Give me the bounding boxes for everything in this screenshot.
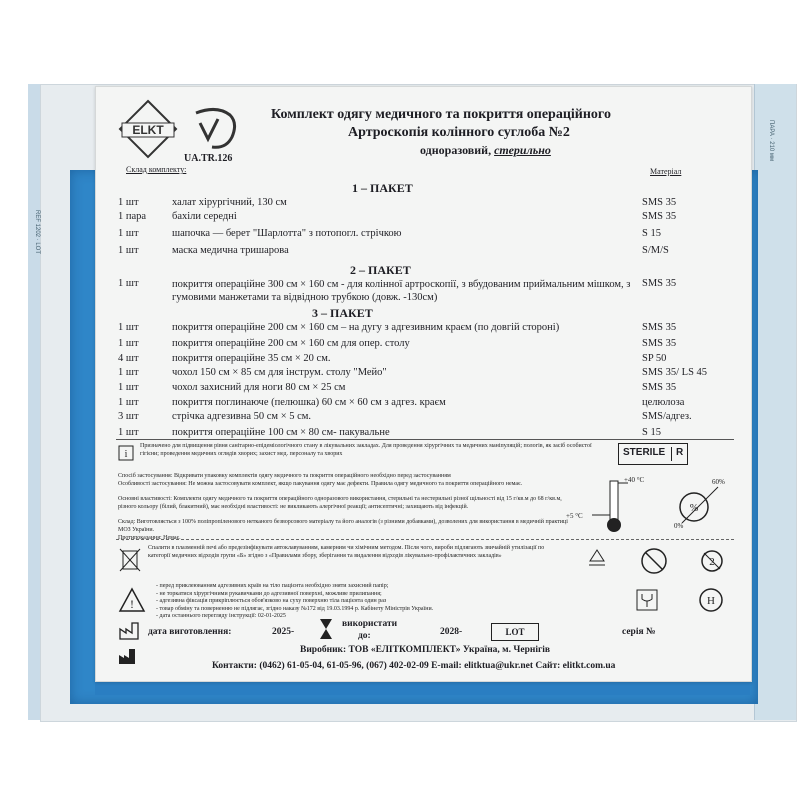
item-material: целюлоза	[642, 397, 685, 408]
item-material: SMS 35	[642, 211, 677, 222]
package-edge-right	[754, 84, 796, 720]
item-description: халат хірургічний, 130 см	[172, 197, 287, 208]
contraindications-text: Протипоказання: Немає.	[118, 535, 181, 541]
no-resterilize-icon	[640, 547, 668, 575]
item-description: покриття поглинаюче (пелюшка) 60 см × 60 см з адгез. краєм	[172, 397, 446, 408]
do-not-reuse-icon	[700, 549, 724, 573]
item-quantity: 1 шт	[118, 427, 139, 438]
contacts-text: Контакти: (0462) 61-05-04, 61-05-96, (067) 402-02-09 E-mail: elitktua@ukr.net Сайт: elitkt.com.ua	[212, 661, 616, 671]
purpose-text: Призначено для підвищення рівня санітарно-епідеміологічного стану в лікувальних закладах. Для проведення хірургічних та медичних маніпуляцій; пологів, як засіб особистої гігієни; проведення медичних оглядів хворих; захист мед. персоналу та хворих	[140, 443, 592, 457]
item-quantity: 1 шт	[118, 338, 139, 349]
item-description: чохол 150 см × 85 см для інструм. столу "Мейо"	[172, 367, 387, 378]
item-description: покриття операційне 100 см × 80 см- пакувальне	[172, 427, 390, 438]
item-description: чохол захисний для ноги 80 см × 25 см	[172, 382, 346, 393]
warning-4: - товар обміну та поверненню не підлягає, згідно наказу №172 від 19.03.1994 р. Кабінету Міністрів України.	[156, 605, 434, 612]
side-print-left: REF 1202 · LOT	[34, 210, 40, 255]
divider-dashed	[116, 539, 734, 540]
series-label: серія №	[622, 627, 656, 637]
year-use: 2028-	[440, 627, 463, 637]
svg-text:H: H	[707, 595, 715, 607]
item-description: покриття операційне 200 см × 160 см – на дугу з адгезивним краєм (по довгій стороні)	[172, 322, 560, 333]
manufacturer-text: Виробник: ТОВ «ЕЛІТКОМПЛЕКТ» Україна, м. Чернігів	[300, 645, 551, 655]
year-made: 2025-	[272, 627, 295, 637]
manufacturer-icon	[118, 647, 136, 665]
item-row	[118, 228, 738, 242]
humidity-low: 0%	[674, 522, 684, 530]
item-quantity: 1 шт	[118, 228, 139, 239]
ua-conformity-icon	[182, 105, 252, 157]
packet-1-heading: 1 – ПАКЕТ	[352, 181, 413, 195]
title-sterile: стерильно	[494, 143, 551, 157]
svg-text:!: !	[130, 597, 134, 611]
elkt-logo-icon	[118, 99, 178, 159]
title-line-3	[420, 143, 551, 158]
item-quantity: 1 шт	[118, 245, 139, 256]
disposal-text: Спалити в плазменній печі або предезінфікувати автоклавуванням, камерним чи хімічним методом. Після чого, вироби підлягають звичайній утилізації по категорії медичних відходів групи «Б» згідно з «Правилами збору, зберігання та видалення відходів лікувально-профілактичних закладів»	[148, 545, 545, 559]
item-material: SMS 35	[642, 197, 677, 208]
title-disposable: одноразовий,	[420, 143, 492, 157]
item-description: шапочка — берет "Шарлотта" з потопогл. стрічкою	[172, 228, 402, 239]
temp-low: +5 °C	[566, 512, 583, 520]
item-row	[118, 278, 738, 303]
crossed-bin-icon	[118, 545, 142, 573]
product-label	[95, 86, 752, 682]
warning-2: - не торкатися хірургічними рукавичками до адгезивної поверхні, можливе прилипання;	[156, 590, 382, 597]
warning-5: - дата останнього перегляду інструкції: 02-01-2025	[156, 613, 286, 619]
item-quantity: 3 шт	[118, 411, 139, 422]
item-description: покриття операційне 300 см × 160 см - для колінної артроскопії, з вбудованим приймальним мішком, з гумовими манжетами та відвідною трубкою (довж. -130см)	[172, 279, 631, 303]
item-quantity: 1 шт	[118, 278, 139, 289]
warning-3: - адгезивна фіксація прикріплюється обов'язково на суху поверхню тіла пацієнта один раз	[156, 598, 387, 604]
item-quantity: 1 шт	[118, 382, 139, 393]
info-icon	[118, 445, 134, 461]
item-row	[118, 197, 738, 211]
composition-text: Склад: Виготовляється з 100% поліпропіленового нетканого безворсового матеріалу та його аналогів (з різними добавками), дозволених для використання в медичній практиці МОЗ України.	[118, 519, 568, 533]
item-row	[118, 353, 738, 367]
sterile-r-text: R	[671, 447, 683, 461]
svg-text:2: 2	[709, 556, 715, 568]
properties-text: Основні властивості: Комплекти одягу медичного та покриття операційного одноразового використання, стерильні та нестерильні різної щільності від 15 г/кв.м до 68 г/кв.м, різного кольору (білий, блакитний), має необхідні властивості: не викликають алергічної реакції; антисептичні; захищають від інфекцій.	[118, 496, 562, 510]
item-row	[118, 338, 738, 352]
warning-icon	[118, 587, 146, 613]
sterile-r-icon	[618, 443, 688, 465]
factory-icon	[118, 619, 140, 641]
title-line-2: Артроскопія колінного суглоба №2	[348, 125, 570, 140]
packet-3-heading: 3 – ПАКЕТ	[312, 306, 373, 320]
use-by-label-2: до:	[358, 631, 371, 641]
title-line-1: Комплект одягу медичного та покриття операційного	[271, 107, 611, 122]
item-quantity: 1 пара	[118, 211, 147, 222]
thermometer-icon	[588, 475, 658, 535]
warning-1: - перед приклеюванням адгезивних країв на тіло пацієнта необхідно зняти захисний папір;	[156, 583, 389, 589]
features-text: Особливості застосування: Не можна застосовувати комплект, якщо пакування одягу має дефекти. Правила одягу медичного та покриття операційного немає.	[118, 481, 523, 487]
item-material: SMS 35	[642, 382, 677, 393]
recycle-icon	[584, 547, 610, 573]
item-description: покриття операційне 200 см × 160 см для опер. столу	[172, 338, 410, 349]
item-material: S 15	[642, 228, 661, 239]
side-print-right: ПАРА · 210 мм	[768, 120, 774, 162]
item-material: SMS/адгез.	[642, 411, 692, 422]
item-material: SMS 35	[642, 322, 677, 333]
item-material: SMS 35	[642, 338, 677, 349]
item-material: SMS 35/ LS 45	[642, 367, 708, 378]
usage-text: Спосіб застосування: Відкривати упаковку комплектів одягу медичного та покриття операційного необхідно перед застосуванням	[118, 473, 451, 479]
keep-dry-icon	[698, 587, 724, 613]
item-quantity: 1 шт	[118, 322, 139, 333]
temp-high: +40 °C	[624, 476, 645, 484]
item-description: покриття операційне 35 см × 20 см.	[172, 353, 331, 364]
packet-2-heading: 2 – ПАКЕТ	[350, 263, 411, 277]
item-row	[118, 211, 738, 225]
sterile-text: STERILE	[623, 447, 666, 458]
divider	[116, 439, 734, 440]
svg-text:%: %	[689, 503, 699, 514]
item-description: бахіли середні	[172, 211, 237, 222]
hourglass-icon	[318, 617, 334, 641]
use-by-label: використати	[342, 619, 398, 629]
ua-code: UA.TR.126	[184, 153, 233, 164]
item-description: стрічка адгезивна 50 см × 5 см.	[172, 411, 312, 422]
material-heading: Матеріал	[650, 167, 682, 176]
item-quantity: 1 шт	[118, 367, 139, 378]
item-row	[118, 397, 738, 411]
svg-text:i: i	[124, 449, 128, 460]
item-material: S/M/S	[642, 245, 669, 256]
svg-text:ELKT: ELKT	[132, 123, 164, 137]
item-row	[118, 367, 738, 381]
item-material: S 15	[642, 427, 661, 438]
item-quantity: 4 шт	[118, 353, 139, 364]
item-row	[118, 322, 738, 336]
warnings-list	[156, 583, 576, 621]
item-material: SP 50	[642, 353, 667, 364]
item-row	[118, 382, 738, 396]
lot-box: LOT	[491, 623, 539, 641]
item-quantity: 1 шт	[118, 197, 139, 208]
humidity-high: 60%	[712, 478, 725, 486]
date-made-label: дата виготовлення:	[148, 627, 232, 637]
fragile-icon	[636, 589, 658, 611]
item-row	[118, 245, 738, 259]
item-material: SMS 35	[642, 278, 677, 289]
composition-heading: Склад комплекту:	[126, 165, 187, 174]
item-quantity: 1 шт	[118, 397, 139, 408]
item-row	[118, 411, 738, 425]
item-description: маска медична тришарова	[172, 245, 289, 256]
